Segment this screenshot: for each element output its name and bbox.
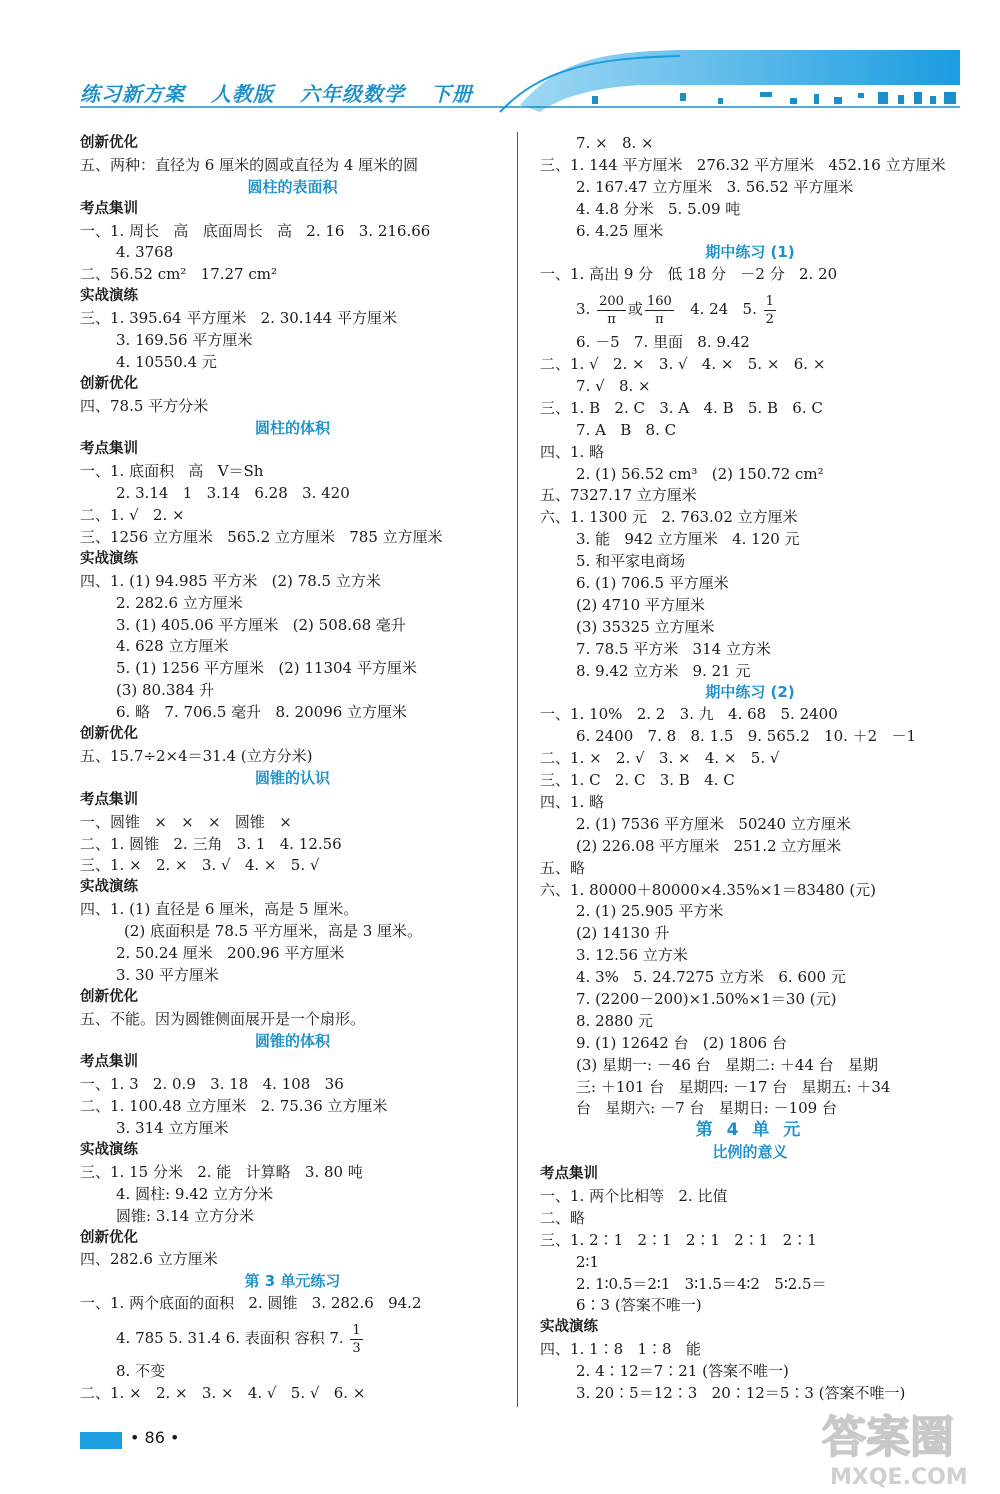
section-title: 圆柱的体积 bbox=[254, 418, 330, 437]
section-label: 创新优化 bbox=[80, 375, 138, 392]
answer-line-fraction bbox=[80, 1315, 505, 1361]
answer-line: 3. 169.56 平方厘米 bbox=[116, 331, 253, 350]
answer-line: 五、两种：直径为 6 厘米的圆或直径为 4 厘米的圆 bbox=[80, 155, 419, 174]
answer-line: 二、略 bbox=[540, 1208, 586, 1227]
answer-line: 2. 3.14 1 3.14 6.28 3. 420 bbox=[116, 484, 350, 503]
answer-line: 2. (1) 56.52 cm³ (2) 150.72 cm² bbox=[576, 464, 824, 483]
answer-line: 一、1. 底面积 高 V＝Sh bbox=[80, 462, 264, 481]
answer-line: 一、1. 两个底面的面积 2. 圆锥 3. 282.6 94.2 bbox=[80, 1294, 422, 1313]
answer-line: 四、78.5 平方分米 bbox=[80, 396, 209, 415]
answer-line: 一、圆锥 × × × 圆锥 × bbox=[80, 812, 292, 831]
answer-line: 2. 282.6 立方厘米 bbox=[116, 593, 243, 612]
section-label: 实战演练 bbox=[80, 550, 138, 567]
header-title bbox=[80, 78, 491, 107]
answer-line: 四、1. (1) 直径是 6 厘米，高是 5 厘米。 bbox=[80, 900, 359, 919]
answer-line: 6. 略 7. 706.5 毫升 8. 20096 立方厘米 bbox=[116, 703, 408, 722]
answer-line: (2) 4710 平方厘米 bbox=[576, 595, 705, 614]
answer-line: (2) 底面积是 78.5 平方厘米，高是 3 厘米。 bbox=[124, 922, 423, 941]
answer-line: 3. 12.56 立方米 bbox=[576, 946, 688, 965]
section-label: 考点集训 bbox=[80, 441, 138, 458]
section-label: 创新优化 bbox=[80, 1229, 138, 1246]
answer-line: 三、1. C 2. C 3. B 4. C bbox=[540, 771, 735, 790]
answer-line: 7. √ 8. × bbox=[576, 377, 651, 396]
fraction-denominator: 3 bbox=[352, 1340, 361, 1356]
answer-line: 四、282.6 立方厘米 bbox=[80, 1250, 218, 1269]
fraction bbox=[597, 293, 626, 328]
answer-line: 4. 4.8 分米 5. 5.09 吨 bbox=[576, 199, 741, 218]
answer-line: 8. 9.42 立方米 9. 21 元 bbox=[576, 661, 751, 680]
unit-title: 第 4 单 元 bbox=[695, 1120, 805, 1141]
section-title: 圆柱的表面积 bbox=[247, 177, 338, 196]
answer-line: 三: ＋101 台 星期四: －17 台 星期五: ＋34 bbox=[576, 1077, 891, 1096]
fraction-numerator: 160 bbox=[646, 293, 672, 309]
fraction-denominator: π bbox=[607, 311, 616, 327]
answer-line: 7. 78.5 平方米 314 立方米 bbox=[576, 639, 771, 658]
answer-line: 2. 167.47 立方厘米 3. 56.52 平方厘米 bbox=[576, 177, 854, 196]
section-label: 创新优化 bbox=[80, 726, 138, 743]
answer-line: 三、1. 15 分米 2. 能 计算略 3. 80 吨 bbox=[80, 1162, 363, 1181]
answer-line: 2∶1 bbox=[576, 1252, 599, 1271]
answer-line: 三、1. 144 平方厘米 276.32 平方厘米 452.16 立方厘米 bbox=[540, 155, 946, 174]
answer-line: 4. 3768 bbox=[116, 243, 174, 262]
answer-text: 4. 24 5. bbox=[675, 300, 762, 319]
answer-line: 2. 4∶12＝7∶21 (答案不唯一) bbox=[576, 1362, 789, 1381]
answer-line: 2. 50.24 厘米 200.96 平方厘米 bbox=[116, 943, 345, 962]
watermark-logo bbox=[812, 1400, 982, 1490]
fraction-denominator: 2 bbox=[765, 311, 774, 327]
volume-label: 下册 bbox=[430, 82, 473, 106]
answer-line-fraction bbox=[540, 286, 960, 332]
answer-line: 7. A B 8. C bbox=[576, 420, 677, 439]
answer-line: 二、1. 圆锥 2. 三角 3. 1 4. 12.56 bbox=[80, 834, 342, 853]
answer-line: 6. (1) 706.5 平方厘米 bbox=[576, 574, 729, 593]
answer-line: 3. 能 942 立方厘米 4. 120 元 bbox=[576, 530, 800, 549]
watermark-text: 答案圈 bbox=[822, 1412, 954, 1463]
answer-line: 一、1. 3 2. 0.9 3. 18 4. 108 36 bbox=[80, 1075, 344, 1094]
answer-line: 5. (1) 1256 平方厘米 (2) 11304 平方厘米 bbox=[116, 659, 417, 678]
answer-line: 二、1. × 2. √ 3. × 4. × 5. √ bbox=[540, 749, 780, 768]
page-header bbox=[0, 0, 1000, 130]
left-answer-column bbox=[80, 133, 505, 1405]
answer-line: 四、1. 略 bbox=[540, 792, 605, 811]
answer-line: (3) 35325 立方厘米 bbox=[576, 617, 715, 636]
answer-line: 3. 30 平方厘米 bbox=[116, 965, 219, 984]
answer-line: 2. (1) 25.905 平方米 bbox=[576, 902, 724, 921]
section-label: 实战演练 bbox=[80, 288, 138, 305]
answer-line: 三、1. × 2. × 3. √ 4. × 5. √ bbox=[80, 856, 320, 875]
answer-text: 4. 785 5. 31.4 6. 表面积 容积 7. bbox=[116, 1329, 349, 1348]
section-title: 圆锥的体积 bbox=[254, 1031, 330, 1050]
answer-line: 五、略 bbox=[540, 858, 586, 877]
answer-line: (3) 80.384 升 bbox=[116, 681, 215, 700]
answer-line: 4. 10550.4 元 bbox=[116, 352, 217, 371]
answer-line: 3. (1) 405.06 平方厘米 (2) 508.68 毫升 bbox=[116, 615, 406, 634]
section-label: 考点集训 bbox=[540, 1166, 598, 1183]
section-label: 实战演练 bbox=[80, 879, 138, 896]
answer-line: 6. 2400 7. 8 8. 1.5 9. 565.2 10. ＋2 －1 bbox=[576, 727, 917, 746]
answer-line: 4. 圆柱: 9.42 立方分米 bbox=[116, 1184, 274, 1203]
answer-line: 6. －5 7. 里面 8. 9.42 bbox=[576, 333, 750, 352]
answer-line: 7. × 8. × bbox=[576, 134, 654, 152]
section-label: 考点集训 bbox=[80, 1054, 138, 1071]
fraction bbox=[645, 293, 674, 328]
grade-label: 六年级数学 bbox=[299, 82, 405, 106]
answer-line: 六、1. 80000＋80000×4.35%×1＝83480 (元) bbox=[540, 880, 877, 899]
answer-line: 五、不能。因为圆锥侧面展开是一个扇形。 bbox=[80, 1009, 366, 1028]
answer-line: (2) 226.08 平方厘米 251.2 立方厘米 bbox=[576, 836, 842, 855]
answer-line: 二、1. × 2. × 3. × 4. √ 5. √ 6. × bbox=[80, 1383, 366, 1402]
section-title: 期中练习 (2) bbox=[705, 683, 795, 702]
answer-line: 五、15.7÷2×4＝31.4 (立方分米) bbox=[80, 746, 313, 765]
column-divider bbox=[517, 132, 518, 1407]
section-label: 考点集训 bbox=[80, 791, 138, 808]
section-label: 实战演练 bbox=[80, 1141, 138, 1158]
answer-line: 2. 1∶0.5＝2∶1 3∶1.5＝4∶2 5∶2.5＝ bbox=[576, 1274, 827, 1293]
answer-line: 四、1. 1∶8 1∶8 能 bbox=[540, 1340, 701, 1359]
page-number: • 86 • bbox=[130, 1428, 180, 1447]
section-title: 第 3 单元练习 bbox=[244, 1272, 341, 1291]
section-title: 圆锥的认识 bbox=[254, 768, 330, 787]
fraction-numerator: 200 bbox=[599, 293, 624, 309]
answer-line: 三、1. B 2. C 3. A 4. B 5. B 6. C bbox=[540, 398, 823, 417]
answer-line: 三、1. 395.64 平方厘米 2. 30.144 平方厘米 bbox=[80, 309, 397, 328]
answer-line: 6. 4.25 厘米 bbox=[576, 221, 664, 240]
answer-line: 四、1. 略 bbox=[540, 442, 605, 461]
fraction-numerator: 1 bbox=[352, 1322, 361, 1338]
header-swoosh-graphic bbox=[0, 0, 1000, 130]
answer-line: 一、1. 10% 2. 2 3. 九 4. 68 5. 2400 bbox=[540, 705, 838, 724]
answer-line: 圆锥: 3.14 立方分米 bbox=[116, 1206, 254, 1225]
answer-line: 8. 2880 元 bbox=[576, 1011, 654, 1030]
section-label: 创新优化 bbox=[80, 988, 138, 1005]
answer-line: 二、56.52 cm² 17.27 cm² bbox=[80, 265, 277, 284]
answer-line: 7. (2200－200)×1.50%×1＝30 (元) bbox=[576, 989, 837, 1008]
watermark-url: MXQE.COM bbox=[830, 1465, 968, 1490]
answer-line: 二、1. 100.48 立方厘米 2. 75.36 立方厘米 bbox=[80, 1097, 388, 1116]
answer-line: 4. 628 立方厘米 bbox=[116, 637, 229, 656]
fraction bbox=[764, 293, 776, 328]
answer-line: 5. 和平家电商场 bbox=[576, 552, 686, 571]
answer-line: 3. 20∶5＝12∶3 20∶12＝5∶3 (答案不唯一) bbox=[576, 1383, 906, 1402]
answer-line: 一、1. 两个比相等 2. 比值 bbox=[540, 1186, 728, 1205]
series-name: 练习新方案 bbox=[80, 82, 185, 106]
answer-line: 二、1. √ 2. × bbox=[80, 506, 185, 525]
answer-line: 9. (1) 12642 台 (2) 1806 台 bbox=[576, 1033, 787, 1052]
answer-line: 五、7327.17 立方厘米 bbox=[540, 486, 697, 505]
answer-line: 一、1. 周长 高 底面周长 高 2. 16 3. 216.66 bbox=[80, 221, 431, 240]
answer-line: 三、1. 2∶1 2∶1 2∶1 2∶1 2∶1 bbox=[540, 1230, 817, 1249]
fraction bbox=[350, 1322, 362, 1357]
section-title: 期中练习 (1) bbox=[705, 243, 795, 262]
answer-line: 二、1. √ 2. × 3. √ 4. × 5. × 6. × bbox=[540, 355, 826, 374]
section-label: 创新优化 bbox=[80, 135, 138, 151]
answer-text: 或 bbox=[627, 300, 643, 319]
section-label: 实战演练 bbox=[540, 1319, 598, 1336]
answer-line: 台 星期六: －7 台 星期日: －109 台 bbox=[576, 1099, 837, 1118]
edition-label: 人教版 bbox=[210, 82, 274, 106]
answer-line: 2. (1) 7536 平方厘米 50240 立方厘米 bbox=[576, 814, 851, 833]
fraction-numerator: 1 bbox=[765, 293, 774, 309]
fraction-denominator: π bbox=[655, 311, 664, 327]
footer-color-bar bbox=[80, 1432, 122, 1449]
answer-line: 8. 不变 bbox=[116, 1362, 166, 1381]
right-answer-column bbox=[540, 133, 960, 1405]
answer-line: (2) 14130 升 bbox=[576, 924, 670, 943]
section-title: 比例的意义 bbox=[712, 1143, 788, 1162]
answer-line: 四、1. (1) 94.985 平方米 (2) 78.5 立方米 bbox=[80, 571, 381, 590]
answer-line: 3. 314 立方厘米 bbox=[116, 1119, 229, 1138]
answer-line: 六、1. 1300 元 2. 763.02 立方厘米 bbox=[540, 508, 798, 527]
answer-line: (3) 星期一: －46 台 星期二: ＋44 台 星期 bbox=[576, 1055, 878, 1074]
answer-line: 6∶3 (答案不唯一) bbox=[576, 1296, 702, 1315]
answer-text: 3. bbox=[576, 300, 596, 319]
section-label: 考点集训 bbox=[80, 200, 138, 217]
answer-line: 4. 3% 5. 24.7275 立方米 6. 600 元 bbox=[576, 968, 846, 987]
answer-line: 三、1256 立方厘米 565.2 立方厘米 785 立方厘米 bbox=[80, 528, 443, 547]
answer-line: 一、1. 高出 9 分 低 18 分 －2 分 2. 20 bbox=[540, 265, 838, 284]
